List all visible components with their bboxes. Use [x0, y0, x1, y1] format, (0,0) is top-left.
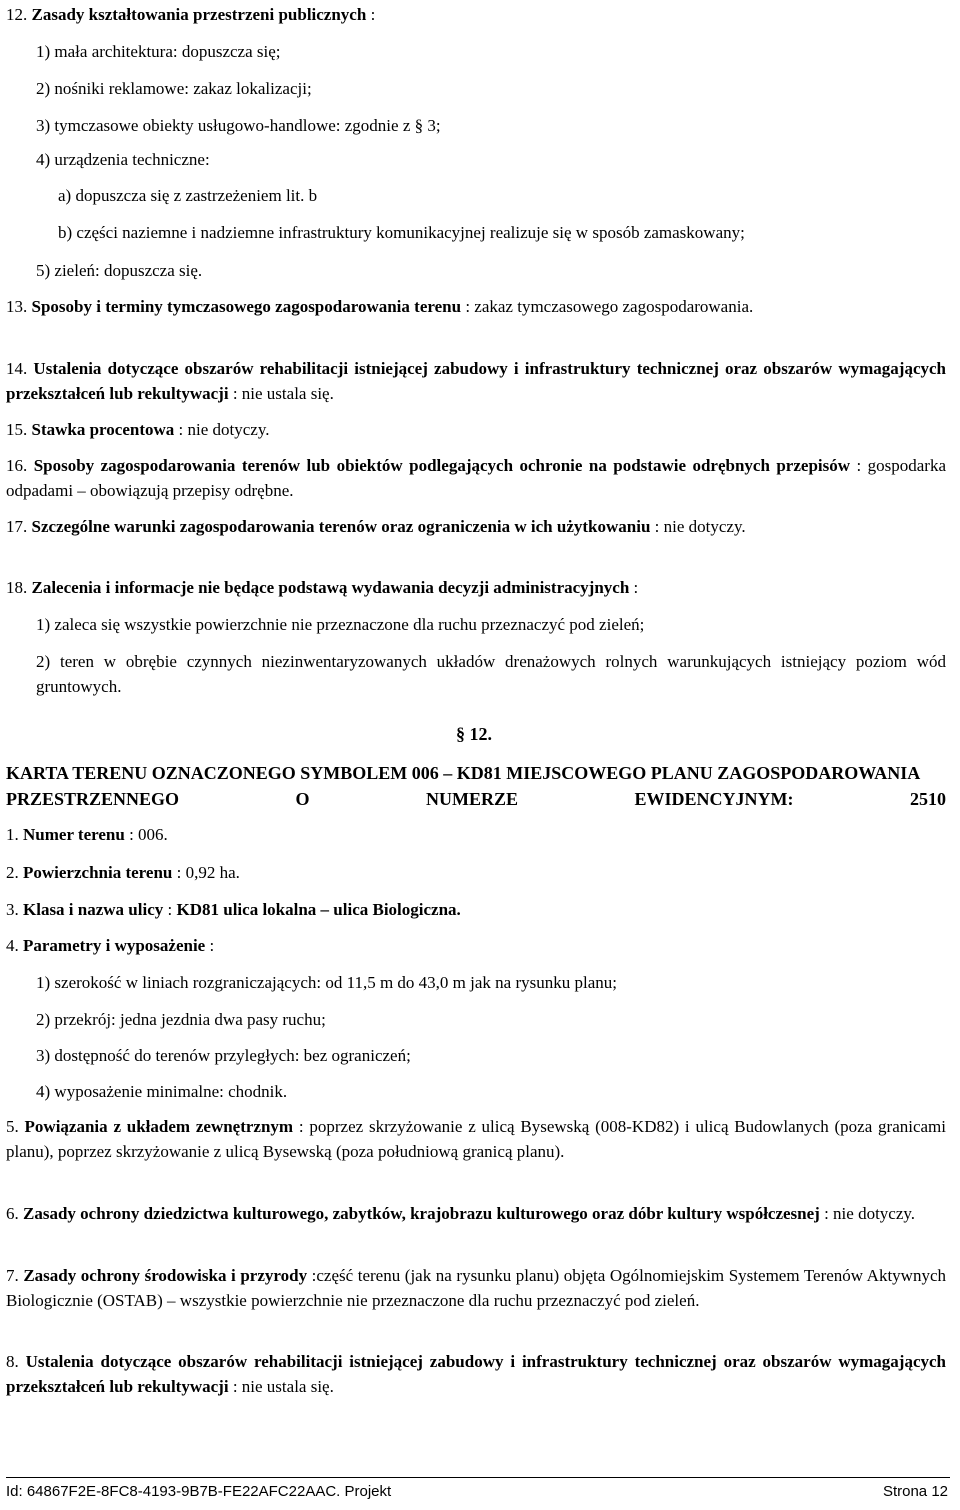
section-18-item-1: 1) zaleca się wszystkie powierzchnie nie przeznaczone dla ruchu przeznaczyć pod zieleń;: [36, 615, 645, 634]
section-16: 16. Sposoby zagospodarowania terenów lub obiektów podlegających ochronie na podstawie odrębnych przepisów : gospodarka odpadami – obowiązują przepisy odrębne.: [6, 456, 946, 500]
section-12-item-1: 1) mała architektura: dopuszcza się;: [36, 42, 281, 61]
section-12-item-2: 2) nośniki reklamowe: zakaz lokalizacji;: [36, 79, 312, 98]
footer-page-number: Strona 12: [882, 1483, 948, 1500]
karta-item-5: 5. Powiązania z układem zewnętrznym : poprzez skrzyżowanie z ulicą Bysewską (008-KD82) i ulicą Budowlanych (poza granicami planu), poprzez skrzyżowanie z ulicą Bysewską (poza południową granicą planu).: [6, 1117, 946, 1161]
karta-item-4-sub-1: 1) szerokość w liniach rozgraniczających: od 11,5 m do 43,0 m jak na rysunku planu;: [36, 973, 617, 992]
section-18-item-2: 2) teren w obrębie czynnych niezinwentaryzowanych układów drenażowych rolnych warunkujących istniejący poziom wód gruntowych.: [36, 652, 946, 696]
karta-item-4-heading: 4. Parametry i wyposażenie :: [6, 936, 215, 955]
footer-divider: [6, 1477, 950, 1478]
section-18-heading: 18. Zalecenia i informacje nie będące podstawą wydawania decyzji administracyjnych :: [6, 578, 639, 597]
karta-item-4-sub-4: 4) wyposażenie minimalne: chodnik.: [36, 1082, 288, 1101]
karta-item-3: 3. Klasa i nazwa ulicy : KD81 ulica lokalna – ulica Biologiczna.: [6, 900, 461, 919]
section-12-item-5: 5) zieleń: dopuszcza się.: [36, 261, 203, 280]
section-12-item-3: 3) tymczasowe obiekty usługowo-handlowe: zgodnie z § 3;: [36, 116, 441, 135]
karta-item-8: 8. Ustalenia dotyczące obszarów rehabilitacji istniejącej zabudowy i infrastruktury technicznej oraz obszarów wymagających przekształceń lub rekultywacji : nie ustala się.: [6, 1352, 946, 1396]
karta-item-6: 6. Zasady ochrony dziedzictwa kulturowego, zabytków, krajobrazu kulturowego oraz dóbr kultury współczesnej : nie dotyczy.: [6, 1204, 916, 1223]
paragraph-heading: § 12.: [456, 724, 492, 744]
karta-item-4-sub-2: 2) przekrój: jedna jezdnia dwa pasy ruchu;: [36, 1010, 326, 1029]
section-12-item-4: 4) urządzenia techniczne:: [36, 150, 210, 169]
karta-title: KARTA TERENU OZNACZONEGO SYMBOLEM 006 – KD81 MIEJSCOWEGO PLANU ZAGOSPODAROWANIA PRZESTRZENNEGO O NUMERZE EWIDENCYJNYM: 2510: [6, 763, 946, 809]
section-14: 14. Ustalenia dotyczące obszarów rehabilitacji istniejącej zabudowy i infrastruktury technicznej oraz obszarów wymagających przekształceń lub rekultywacji : nie ustala się.: [6, 359, 947, 403]
karta-item-2: 2. Powierzchnia terenu : 0,92 ha.: [6, 863, 240, 882]
section-12-heading: 12. Zasady kształtowania przestrzeni publicznych :: [6, 5, 376, 24]
section-12-sub-b: b) części naziemne i nadziemne infrastruktury komunikacyjnej realizuje się w sposób zamaskowany;: [58, 223, 745, 242]
karta-item-4-sub-3: 3) dostępność do terenów przyległych: bez ograniczeń;: [36, 1046, 411, 1065]
section-15: 15. Stawka procentowa : nie dotyczy.: [6, 420, 270, 439]
section-17: 17. Szczególne warunki zagospodarowania terenów oraz ograniczenia w ich użytkowaniu : nie dotyczy.: [6, 517, 746, 536]
section-13: 13. Sposoby i terminy tymczasowego zagospodarowania terenu : zakaz tymczasowego zagospodarowania.: [6, 297, 754, 316]
karta-item-7: 7. Zasady ochrony środowiska i przyrody :część terenu (jak na rysunku planu) objęta Ogólnomiejskim Systemem Terenów Aktywnych Biologicznie (OSTAB) – wszystkie powierzchnie nie przeznaczone dla ruchu przeznaczyć pod zieleń.: [6, 1266, 947, 1310]
footer-document-id: Id: 64867F2E-8FC8-4193-9B7B-FE22AFC22AAC. Projekt: [6, 1483, 392, 1500]
section-12-sub-a: a) dopuszcza się z zastrzeżeniem lit. b: [58, 186, 318, 205]
karta-item-1: 1. Numer terenu : 006.: [6, 825, 168, 844]
